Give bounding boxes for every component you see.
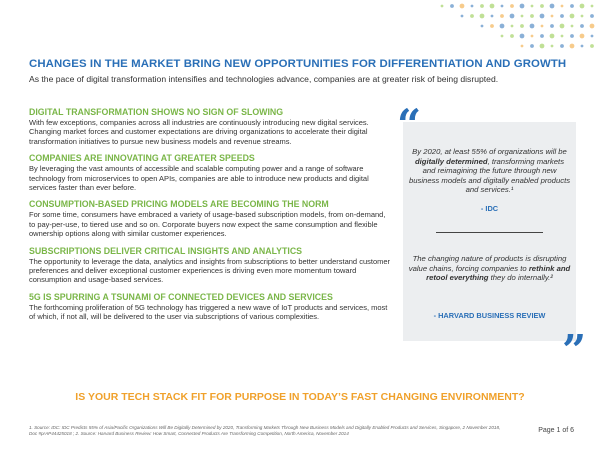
decor-dot <box>531 5 534 8</box>
decor-dot <box>520 24 524 28</box>
decor-dot <box>490 24 494 28</box>
decor-dot <box>450 4 454 8</box>
quote-emphasis: digitally determined <box>414 156 488 166</box>
page-subtitle: As the pace of digital transformation intensifies and technologies advance, companies are at greater risk of being disrupted. <box>29 74 499 84</box>
hbr-quote <box>408 254 571 283</box>
decor-dot <box>550 34 555 39</box>
section-body: For some time, consumers have embraced a variety of usage-based subscription models, from on-demand, to pay-per-use, to tiered use and so on. Corporate buyers now expect the same consumption and flexible ownership options along with similar customer experiences. <box>29 210 386 239</box>
decor-dot <box>500 24 505 29</box>
decor-dot <box>490 4 495 9</box>
decor-dot <box>570 4 574 8</box>
decor-dot <box>461 15 464 18</box>
sections-column <box>29 107 391 329</box>
decor-dot <box>561 5 564 8</box>
decor-dot <box>511 25 514 28</box>
decor-dot <box>580 4 585 9</box>
decor-dot <box>561 35 564 38</box>
decor-dot <box>550 24 554 28</box>
footnotes: 1. Source: IDC: IDC Predicts 55% of Asia/Pacific Organizations Will Be Digitally Determined by 2020, Transforming Markets Through New Business Models and Digitally Enabled Products and Services, Singapore, 2 November 2018, Doc #prAP44425018 ; 2. Source: Harvard Business Review: How Smart, Connected Products Are Transforming Competition, North America, November 2014 <box>29 425 501 436</box>
section-5g-devices <box>29 292 391 322</box>
decor-dot <box>581 45 584 48</box>
decor-dot <box>571 25 574 28</box>
section-consumption-pricing <box>29 199 391 238</box>
divider <box>436 232 543 233</box>
decor-dot <box>570 44 575 49</box>
section-title: COMPANIES ARE INNOVATING AT GREATER SPEEDS <box>29 153 255 164</box>
section-title: DIGITAL TRANSFORMATION SHOWS NO SIGN OF SLOWING <box>29 107 284 117</box>
decor-dot <box>501 35 504 38</box>
quote-text: they do internally.² <box>488 273 553 283</box>
decor-dot <box>570 14 575 19</box>
section-subscriptions-insights <box>29 246 391 285</box>
decor-dot <box>581 15 584 18</box>
decor-dot <box>530 24 535 29</box>
section-body: The forthcoming proliferation of 5G technology has triggered a new wave of IoT products and services, most of which, if not all, will be delivered to the user via subscriptions of various complexities. <box>29 302 388 322</box>
decor-dot <box>540 34 544 38</box>
decor-dot <box>460 4 465 9</box>
section-body: By leveraging the vast amounts of accessible and scalable computing power and a range of software technology from microservices to open APIs, companies are able to introduce new products and digital services faster than ever before. <box>29 164 369 193</box>
section-body: The opportunity to leverage the data, analytics and insights from subscriptions to better understand customer preferences and deliver exceptional customer experiences is driving even more momentum toward consumption and usage-based services. <box>29 256 391 285</box>
decor-dot <box>491 15 494 18</box>
decor-dot <box>520 4 525 9</box>
quote-text: , transforming markets and reimagining the future through new business models and digitally enabled products and services.¹ <box>408 156 571 195</box>
decor-dot <box>580 24 584 28</box>
decor-dot <box>591 35 594 38</box>
open-quote-icon: “ <box>397 100 422 149</box>
decor-dot <box>590 44 594 48</box>
cta-heading: IS YOUR TECH STACK FIT FOR PURPOSE IN TODAY’S FAST CHANGING ENVIRONMENT? <box>75 391 525 403</box>
decor-dot <box>550 4 555 9</box>
decor-dot <box>530 44 534 48</box>
decor-dot <box>580 34 585 39</box>
quote-text: The changing nature of products is disrupting value chains, forcing companies to <box>408 254 567 273</box>
decor-dot <box>521 45 524 48</box>
decor-dot <box>551 45 554 48</box>
decor-dot <box>481 25 484 28</box>
decor-dot <box>510 14 515 19</box>
section-digital-transformation <box>29 107 391 146</box>
decor-dot <box>541 25 544 28</box>
decor-dot <box>551 15 554 18</box>
decor-dot <box>540 4 544 8</box>
decor-dot <box>560 14 564 18</box>
section-title: 5G IS SPURRING A TSUNAMI OF CONNECTED DEVICES AND SERVICES <box>29 291 333 302</box>
page-number: Page 1 of 6 <box>538 427 574 434</box>
close-quote-icon: ” <box>562 326 587 375</box>
decor-dot <box>480 4 484 8</box>
decor-dot <box>531 35 534 38</box>
decor-dot <box>471 5 474 8</box>
section-body: With few exceptions, companies across all industries are continuously introducing new digital services. Changing market forces and customer expectations are driving organizations to accelerate their digital transformation initiatives to pursue new business models and revenue streams. <box>29 118 369 146</box>
decor-dot <box>510 34 514 38</box>
decor-dot <box>540 14 545 19</box>
section-innovating-speeds <box>29 153 391 192</box>
decor-dot <box>590 14 594 18</box>
section-title: CONSUMPTION-BASED PRICING MODELS ARE BECOMING THE NORM <box>29 199 329 210</box>
decor-dot <box>570 34 574 38</box>
decor-dot <box>560 24 565 29</box>
decor-dot <box>470 14 474 18</box>
decor-dot <box>480 14 485 19</box>
section-title: SUBSCRIPTIONS DELIVER CRITICAL INSIGHTS AND ANALYTICS <box>29 245 303 256</box>
decor-dot <box>560 44 564 48</box>
decor-dot <box>501 5 504 8</box>
idc-quote <box>408 147 571 195</box>
decor-dot <box>591 5 594 8</box>
quote-text: By 2020, at least 55% of organizations will be <box>412 147 567 156</box>
page-title: CHANGES IN THE MARKET BRING NEW OPPORTUNITIES FOR DIFFERENTIATION AND GROWTH <box>29 58 567 70</box>
quote-emphasis: rethink and retool everything <box>426 263 571 283</box>
decor-dot <box>521 15 524 18</box>
decor-dot <box>540 44 545 49</box>
hbr-attribution: - HARVARD BUSINESS REVIEW <box>433 311 546 320</box>
decor-dot <box>530 14 534 18</box>
decor-dot <box>590 24 595 29</box>
idc-attribution: - IDC <box>480 204 499 213</box>
decor-dot <box>520 34 525 39</box>
decor-dot <box>500 14 504 18</box>
decor-dot <box>441 5 444 8</box>
corner-dots-decoration <box>430 0 600 55</box>
decor-dot <box>510 4 514 8</box>
